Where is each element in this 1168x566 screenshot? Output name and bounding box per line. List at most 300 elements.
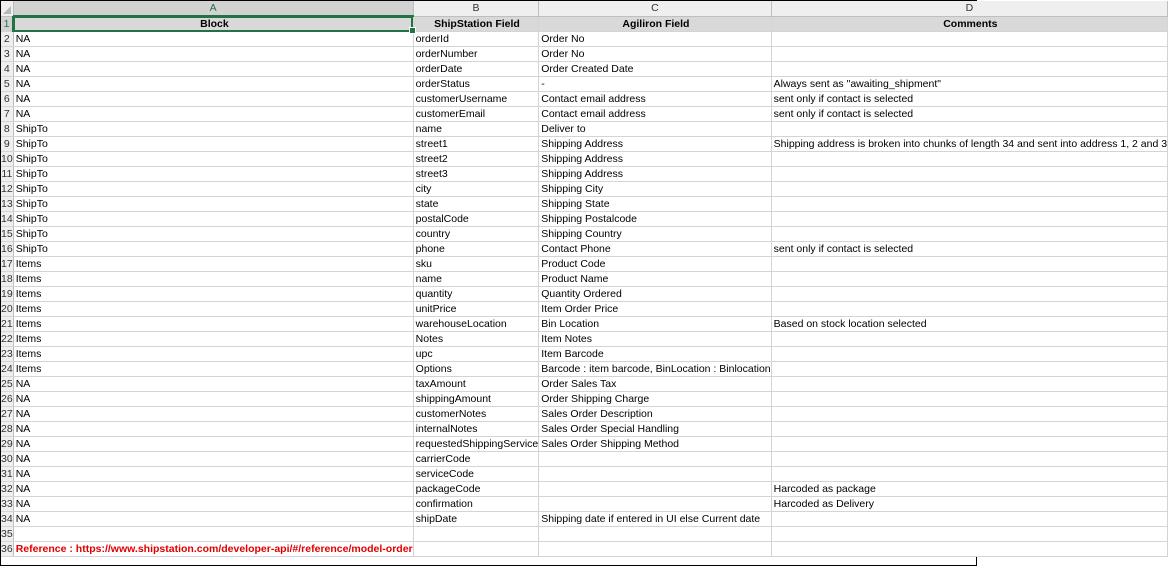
row-number[interactable]: 36 bbox=[1, 543, 13, 555]
cell-block[interactable] bbox=[13, 482, 413, 497]
cell-agiliron-field[interactable] bbox=[539, 452, 771, 467]
cell-agiliron-field-text: Bin Location bbox=[541, 318, 600, 330]
cell-block-text: ShipTo bbox=[15, 213, 48, 225]
cell-agiliron-field-text: Quantity Ordered bbox=[541, 288, 622, 300]
cell-agiliron-field[interactable] bbox=[539, 527, 771, 542]
cell-block-text: ShipTo bbox=[15, 138, 48, 150]
cell-agiliron-field[interactable] bbox=[539, 422, 771, 437]
cell-agiliron-field-text: Item Order Price bbox=[541, 303, 619, 315]
cell-agiliron-field-text: Contact Phone bbox=[541, 243, 611, 255]
cell-shipstation-field-text: orderStatus bbox=[415, 78, 470, 90]
row-number[interactable] bbox=[1, 77, 13, 92]
cell-block-text: NA bbox=[15, 468, 31, 480]
row-number[interactable] bbox=[1, 527, 13, 542]
column-header-c[interactable]: C bbox=[539, 1, 771, 16]
cell-comments[interactable] bbox=[771, 332, 1167, 347]
cell-shipstation-field-text: state bbox=[415, 198, 439, 210]
cell-a1-text: Block bbox=[200, 18, 229, 30]
cell-comments[interactable] bbox=[771, 257, 1167, 272]
row-number[interactable] bbox=[1, 407, 13, 422]
cell-b1-header[interactable]: ShipStation Field bbox=[413, 16, 539, 32]
cell-block-text: Items bbox=[15, 363, 42, 375]
cell-shipstation-field-text: name bbox=[415, 273, 442, 285]
cell-agiliron-field-text: Shipping Address bbox=[541, 153, 623, 165]
cell-shipstation-field[interactable] bbox=[413, 362, 539, 377]
select-all-corner[interactable] bbox=[1, 1, 13, 16]
cell-shipstation-field[interactable] bbox=[413, 497, 539, 512]
cell-block-text: ShipTo bbox=[15, 153, 48, 165]
cell-block-text: ShipTo bbox=[15, 198, 48, 210]
row-number[interactable] bbox=[1, 467, 13, 482]
cell-block-text: Items bbox=[15, 318, 42, 330]
cell-shipstation-field-text: unitPrice bbox=[415, 303, 457, 315]
cell-comments[interactable] bbox=[771, 137, 1167, 152]
cell-block-text: NA bbox=[15, 513, 31, 525]
cell-agiliron-field-text: Order Shipping Charge bbox=[541, 393, 650, 405]
cell-block[interactable] bbox=[13, 512, 413, 527]
row-number-text: 35 bbox=[1, 528, 13, 540]
cell-block[interactable] bbox=[13, 362, 413, 377]
cell-agiliron-field[interactable] bbox=[539, 257, 771, 272]
cell-shipstation-field[interactable] bbox=[413, 92, 539, 107]
cell-block[interactable] bbox=[13, 302, 413, 317]
row-number[interactable] bbox=[1, 437, 13, 452]
cell-block-text: ShipTo bbox=[15, 168, 48, 180]
cell-shipstation-field[interactable] bbox=[413, 272, 539, 287]
cell-comments[interactable] bbox=[771, 497, 1167, 512]
cell-shipstation-field[interactable] bbox=[413, 287, 539, 302]
table-row bbox=[1, 32, 1168, 47]
cell-block[interactable] bbox=[13, 257, 413, 272]
cell-block-text: NA bbox=[15, 108, 31, 120]
cell-shipstation-field-text: sku bbox=[415, 258, 432, 270]
cell-block-text: Items bbox=[15, 273, 42, 285]
row-number-text: 33 bbox=[1, 498, 13, 510]
cell-shipstation-field[interactable] bbox=[413, 527, 539, 542]
cell-block[interactable] bbox=[13, 332, 413, 347]
cell-comments[interactable] bbox=[771, 467, 1167, 482]
cell-comments[interactable] bbox=[771, 377, 1167, 392]
cell-agiliron-field[interactable] bbox=[539, 62, 771, 77]
cell-shipstation-field-text: serviceCode bbox=[415, 468, 475, 480]
cell-block[interactable] bbox=[13, 77, 413, 92]
cell-shipstation-field[interactable] bbox=[413, 47, 539, 62]
table-row bbox=[1, 107, 1168, 122]
cell-shipstation-field[interactable] bbox=[413, 212, 539, 227]
cell-agiliron-field[interactable] bbox=[539, 392, 771, 407]
cell-block[interactable] bbox=[13, 437, 413, 452]
row-number-text: 6 bbox=[3, 93, 10, 105]
row-number[interactable] bbox=[1, 62, 13, 77]
cell-shipstation-field-text: street1 bbox=[415, 138, 448, 150]
row-number-text: 16 bbox=[1, 243, 13, 255]
cell-comments[interactable] bbox=[771, 182, 1167, 197]
cell-shipstation-field[interactable] bbox=[413, 482, 539, 497]
column-header-d[interactable]: D bbox=[771, 1, 1167, 16]
cell-block[interactable] bbox=[13, 272, 413, 287]
cell-block[interactable] bbox=[13, 92, 413, 107]
cell-comments[interactable] bbox=[771, 47, 1167, 62]
spreadsheet-grid bbox=[1, 1, 1168, 557]
cell-agiliron-field-text: Shipping City bbox=[541, 183, 604, 195]
table-row bbox=[1, 437, 1168, 452]
cell-shipstation-field-text: Notes bbox=[415, 333, 444, 345]
cell-shipstation-field[interactable] bbox=[413, 392, 539, 407]
cell-agiliron-field-text: Order No bbox=[541, 33, 585, 45]
cell-shipstation-field-text: taxAmount bbox=[415, 378, 466, 390]
table-row bbox=[1, 497, 1168, 512]
cell-shipstation-field[interactable] bbox=[413, 197, 539, 212]
cell-block[interactable] bbox=[13, 107, 413, 122]
row-number[interactable] bbox=[1, 347, 13, 362]
cell-agiliron-field[interactable] bbox=[539, 212, 771, 227]
cell-agiliron-field-text: Shipping date if entered in UI else Current date bbox=[541, 513, 761, 525]
table-row bbox=[1, 467, 1168, 482]
cell-block[interactable] bbox=[13, 182, 413, 197]
cell-block[interactable] bbox=[13, 407, 413, 422]
cell-agiliron-field[interactable] bbox=[539, 362, 771, 377]
cell-block[interactable] bbox=[13, 32, 413, 47]
row-number-text: 14 bbox=[1, 213, 13, 225]
cell-block-text: ShipTo bbox=[15, 228, 48, 240]
cell-comments[interactable] bbox=[771, 92, 1167, 107]
cell-c1-header[interactable]: Agiliron Field bbox=[539, 16, 771, 32]
table-row bbox=[1, 92, 1168, 107]
cell-shipstation-field-text: orderId bbox=[415, 33, 449, 45]
cell-block[interactable] bbox=[13, 47, 413, 62]
cell-block-text: NA bbox=[15, 498, 31, 510]
cell-shipstation-field-text: carrierCode bbox=[415, 453, 471, 465]
cell-comments[interactable] bbox=[771, 227, 1167, 242]
cell-shipstation-field[interactable] bbox=[413, 302, 539, 317]
cell-agiliron-field[interactable] bbox=[539, 92, 771, 107]
cell-agiliron-field[interactable] bbox=[539, 407, 771, 422]
column-header-b[interactable]: B bbox=[413, 1, 539, 16]
cell-shipstation-field-text: orderDate bbox=[415, 63, 463, 75]
cell-shipstation-field[interactable] bbox=[413, 437, 539, 452]
cell-shipstation-field[interactable] bbox=[413, 137, 539, 152]
cell-shipstation-field[interactable] bbox=[413, 407, 539, 422]
cell-block[interactable] bbox=[13, 227, 413, 242]
row-number[interactable] bbox=[1, 212, 13, 227]
cell-agiliron-field[interactable] bbox=[539, 482, 771, 497]
cell-agiliron-field-text: Product Name bbox=[541, 273, 609, 285]
cell-block[interactable] bbox=[13, 527, 413, 542]
row-number[interactable] bbox=[1, 167, 13, 182]
table-row bbox=[1, 362, 1168, 377]
cell-comments[interactable] bbox=[771, 347, 1167, 362]
cell-shipstation-field-text: city bbox=[415, 183, 432, 195]
cell-comments[interactable] bbox=[771, 422, 1167, 437]
table-row bbox=[1, 377, 1168, 392]
table-row bbox=[1, 422, 1168, 437]
cell-shipstation-field-text: requestedShippingService bbox=[415, 438, 539, 450]
cell-agiliron-field[interactable] bbox=[539, 347, 771, 362]
cell-agiliron-field[interactable] bbox=[539, 317, 771, 332]
cell-d1-header[interactable]: Comments bbox=[771, 16, 1167, 32]
cell-comments[interactable] bbox=[771, 32, 1167, 47]
cell-agiliron-field[interactable] bbox=[539, 497, 771, 512]
row-number[interactable] bbox=[1, 482, 13, 497]
cell-shipstation-field[interactable] bbox=[413, 377, 539, 392]
cell-comments[interactable] bbox=[771, 167, 1167, 182]
cell-agiliron-field[interactable] bbox=[539, 467, 771, 482]
cell-block[interactable] bbox=[13, 377, 413, 392]
row-number[interactable] bbox=[1, 137, 13, 152]
reference-link-text: Reference : https://www.shipstation.com/developer-api/#/reference/model-order bbox=[15, 543, 413, 555]
row-number-text: 12 bbox=[1, 183, 13, 195]
cell-comments[interactable] bbox=[771, 107, 1167, 122]
cell-comments-text: Harcoded as Delivery bbox=[773, 498, 875, 510]
row-number-text: 7 bbox=[3, 108, 10, 120]
cell-shipstation-field[interactable] bbox=[413, 107, 539, 122]
cell-comments[interactable] bbox=[771, 62, 1167, 77]
row-number-text: 29 bbox=[1, 438, 13, 450]
row-number[interactable] bbox=[1, 182, 13, 197]
cell-shipstation-field[interactable] bbox=[413, 467, 539, 482]
cell-comments[interactable] bbox=[771, 242, 1167, 257]
row-number[interactable]: 1 bbox=[1, 16, 13, 32]
cell-agiliron-field[interactable] bbox=[539, 287, 771, 302]
row-number[interactable] bbox=[1, 377, 13, 392]
cell-block[interactable] bbox=[13, 137, 413, 152]
cell-agiliron-field[interactable] bbox=[539, 137, 771, 152]
cell-comments[interactable] bbox=[771, 287, 1167, 302]
row-number[interactable] bbox=[1, 92, 13, 107]
row-number-text: 10 bbox=[1, 153, 13, 165]
cell-shipstation-field[interactable] bbox=[413, 152, 539, 167]
cell-agiliron-field[interactable] bbox=[539, 122, 771, 137]
table-row bbox=[1, 512, 1168, 527]
row-number-text: 18 bbox=[1, 273, 13, 285]
cell-block-text: Items bbox=[15, 348, 42, 360]
cell-agiliron-field[interactable] bbox=[539, 167, 771, 182]
cell-block-text: Items bbox=[15, 288, 42, 300]
cell-shipstation-field[interactable] bbox=[413, 182, 539, 197]
cell-shipstation-field[interactable] bbox=[413, 422, 539, 437]
row-number[interactable] bbox=[1, 287, 13, 302]
cell-shipstation-field-text: customerUsername bbox=[415, 93, 508, 105]
cell-comments[interactable] bbox=[771, 482, 1167, 497]
cell-agiliron-field-text: Shipping State bbox=[541, 198, 610, 210]
row-number[interactable] bbox=[1, 197, 13, 212]
cell-agiliron-field[interactable] bbox=[539, 32, 771, 47]
row-number-text: 24 bbox=[1, 363, 13, 375]
cell-agiliron-field[interactable] bbox=[539, 302, 771, 317]
row-number[interactable] bbox=[1, 332, 13, 347]
row-number[interactable] bbox=[1, 362, 13, 377]
cell-shipstation-field[interactable] bbox=[413, 347, 539, 362]
cell-shipstation-field-text: customerNotes bbox=[415, 408, 487, 420]
row-number-text: 30 bbox=[1, 453, 13, 465]
cell-shipstation-field-text: confirmation bbox=[415, 498, 473, 510]
cell-block[interactable] bbox=[13, 452, 413, 467]
cell-block[interactable] bbox=[13, 122, 413, 137]
cell-comments[interactable] bbox=[771, 362, 1167, 377]
cell-shipstation-field-text: street3 bbox=[415, 168, 448, 180]
cell-empty[interactable] bbox=[539, 542, 771, 557]
cell-agiliron-field[interactable] bbox=[539, 77, 771, 92]
cell-comments[interactable] bbox=[771, 272, 1167, 287]
row-number[interactable] bbox=[1, 32, 13, 47]
cell-shipstation-field[interactable] bbox=[413, 62, 539, 77]
cell-agiliron-field[interactable] bbox=[539, 332, 771, 347]
cell-shipstation-field[interactable] bbox=[413, 452, 539, 467]
cell-empty[interactable] bbox=[413, 542, 539, 557]
row-number[interactable] bbox=[1, 227, 13, 242]
fill-handle[interactable] bbox=[409, 27, 416, 34]
cell-agiliron-field[interactable] bbox=[539, 152, 771, 167]
cell-agiliron-field[interactable] bbox=[539, 272, 771, 287]
cell-comments[interactable] bbox=[771, 407, 1167, 422]
cell-empty[interactable] bbox=[771, 542, 1167, 557]
row-number-text: 32 bbox=[1, 483, 13, 495]
cell-block-text: NA bbox=[15, 78, 31, 90]
cell-agiliron-field[interactable] bbox=[539, 182, 771, 197]
row-number-text: 3 bbox=[3, 48, 10, 60]
cell-agiliron-field[interactable] bbox=[539, 197, 771, 212]
cell-a36-reference[interactable] bbox=[13, 542, 413, 557]
cell-agiliron-field[interactable] bbox=[539, 377, 771, 392]
cell-comments[interactable] bbox=[771, 527, 1167, 542]
cell-agiliron-field-text: Deliver to bbox=[541, 123, 586, 135]
row-number-text: 5 bbox=[3, 78, 10, 90]
cell-shipstation-field[interactable] bbox=[413, 32, 539, 47]
cell-comments[interactable] bbox=[771, 77, 1167, 92]
cell-block-text: ShipTo bbox=[15, 243, 48, 255]
row-number[interactable] bbox=[1, 257, 13, 272]
cell-block[interactable] bbox=[13, 497, 413, 512]
row-number-text: 13 bbox=[1, 198, 13, 210]
cell-block-text: Items bbox=[15, 258, 42, 270]
cell-agiliron-field[interactable] bbox=[539, 47, 771, 62]
header-row bbox=[1, 16, 1168, 32]
row-number[interactable] bbox=[1, 422, 13, 437]
cell-block-text: NA bbox=[15, 393, 31, 405]
table-row bbox=[1, 167, 1168, 182]
table-row bbox=[1, 347, 1168, 362]
row-number-text: 4 bbox=[3, 63, 10, 75]
table-row bbox=[1, 287, 1168, 302]
row-number[interactable] bbox=[1, 152, 13, 167]
cell-block[interactable] bbox=[13, 422, 413, 437]
cell-shipstation-field[interactable] bbox=[413, 317, 539, 332]
cell-block[interactable] bbox=[13, 392, 413, 407]
cell-shipstation-field-text: shipDate bbox=[415, 513, 458, 525]
cell-shipstation-field[interactable] bbox=[413, 242, 539, 257]
cell-agiliron-field-text: Order Created Date bbox=[541, 63, 634, 75]
table-row bbox=[1, 482, 1168, 497]
cell-shipstation-field-text: warehouseLocation bbox=[415, 318, 507, 330]
cell-comments[interactable] bbox=[771, 212, 1167, 227]
cell-block[interactable] bbox=[13, 197, 413, 212]
cell-agiliron-field-text: Shipping Country bbox=[541, 228, 622, 240]
cell-comments[interactable] bbox=[771, 302, 1167, 317]
cell-shipstation-field[interactable] bbox=[413, 227, 539, 242]
row-number[interactable] bbox=[1, 512, 13, 527]
cell-comments[interactable] bbox=[771, 437, 1167, 452]
cell-agiliron-field-text: Barcode : item barcode, BinLocation : Binlocation bbox=[541, 363, 771, 375]
cell-comments[interactable] bbox=[771, 512, 1167, 527]
cell-shipstation-field[interactable] bbox=[413, 332, 539, 347]
cell-comments[interactable] bbox=[771, 122, 1167, 137]
cell-agiliron-field-text: Order No bbox=[541, 48, 585, 60]
cell-comments[interactable] bbox=[771, 392, 1167, 407]
row-number[interactable] bbox=[1, 242, 13, 257]
row-number[interactable] bbox=[1, 392, 13, 407]
cell-comments-text: sent only if contact is selected bbox=[773, 93, 914, 105]
cell-shipstation-field[interactable] bbox=[413, 167, 539, 182]
cell-block-text: NA bbox=[15, 408, 31, 420]
cell-agiliron-field[interactable] bbox=[539, 437, 771, 452]
row-number[interactable] bbox=[1, 497, 13, 512]
row-number-text: 19 bbox=[1, 288, 13, 300]
reference-row bbox=[1, 542, 1168, 557]
cell-shipstation-field[interactable] bbox=[413, 257, 539, 272]
row-number[interactable] bbox=[1, 122, 13, 137]
cell-shipstation-field[interactable] bbox=[413, 122, 539, 137]
row-number[interactable] bbox=[1, 452, 13, 467]
cell-shipstation-field-text: shippingAmount bbox=[415, 393, 491, 405]
cell-agiliron-field[interactable] bbox=[539, 242, 771, 257]
row-number-text: 8 bbox=[3, 123, 10, 135]
table-row bbox=[1, 527, 1168, 542]
row-number-text: 11 bbox=[1, 168, 13, 180]
row-number[interactable] bbox=[1, 317, 13, 332]
cell-agiliron-field-text: Item Barcode bbox=[541, 348, 604, 360]
cell-agiliron-field[interactable] bbox=[539, 512, 771, 527]
row-number[interactable] bbox=[1, 47, 13, 62]
cell-shipstation-field-text: customerEmail bbox=[415, 108, 486, 120]
cell-block[interactable] bbox=[13, 242, 413, 257]
cell-agiliron-field-text: Sales Order Shipping Method bbox=[541, 438, 679, 450]
row-number[interactable] bbox=[1, 272, 13, 287]
cell-a1-block-header[interactable] bbox=[13, 16, 413, 32]
row-number-text: 28 bbox=[1, 423, 13, 435]
cell-block-text: NA bbox=[15, 423, 31, 435]
cell-comments[interactable] bbox=[771, 197, 1167, 212]
cell-shipstation-field[interactable] bbox=[413, 77, 539, 92]
cell-block[interactable] bbox=[13, 62, 413, 77]
table-row bbox=[1, 392, 1168, 407]
table-row bbox=[1, 182, 1168, 197]
cell-agiliron-field-text: Shipping Address bbox=[541, 168, 623, 180]
row-number[interactable] bbox=[1, 107, 13, 122]
cell-block-text: NA bbox=[15, 93, 31, 105]
cell-block[interactable] bbox=[13, 287, 413, 302]
row-number[interactable] bbox=[1, 302, 13, 317]
table-row bbox=[1, 137, 1168, 152]
cell-block-text: NA bbox=[15, 453, 31, 465]
row-number-text: 26 bbox=[1, 393, 13, 405]
row-number-text: 21 bbox=[1, 318, 13, 330]
cell-block[interactable] bbox=[13, 152, 413, 167]
cell-shipstation-field-text: packageCode bbox=[415, 483, 481, 495]
cell-comments[interactable] bbox=[771, 152, 1167, 167]
cell-block[interactable] bbox=[13, 467, 413, 482]
cell-shipstation-field[interactable] bbox=[413, 512, 539, 527]
cell-block[interactable] bbox=[13, 212, 413, 227]
cell-comments[interactable] bbox=[771, 317, 1167, 332]
cell-agiliron-field[interactable] bbox=[539, 227, 771, 242]
cell-comments[interactable] bbox=[771, 452, 1167, 467]
cell-agiliron-field[interactable] bbox=[539, 107, 771, 122]
cell-block[interactable] bbox=[13, 167, 413, 182]
cell-shipstation-field-text: internalNotes bbox=[415, 423, 478, 435]
cell-block[interactable] bbox=[13, 347, 413, 362]
cell-block[interactable] bbox=[13, 317, 413, 332]
column-header-a[interactable]: A bbox=[13, 1, 413, 16]
